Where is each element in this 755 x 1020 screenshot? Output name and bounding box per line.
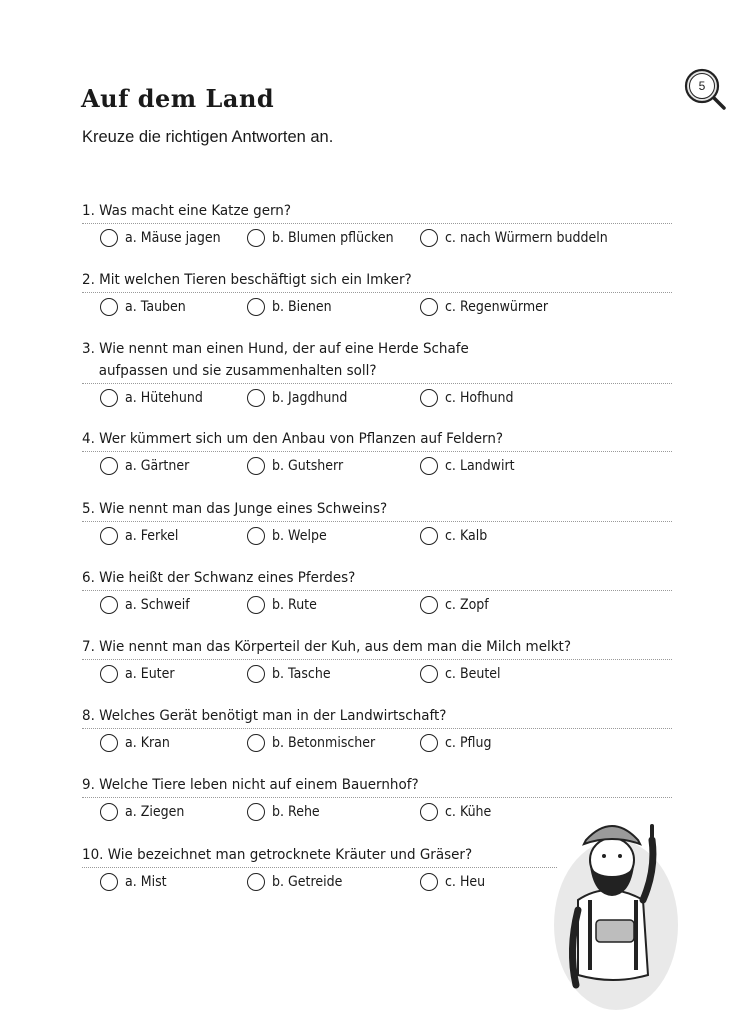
option-b[interactable] xyxy=(247,662,337,686)
option-label: a. Ferkel xyxy=(125,527,179,544)
radio-button[interactable] xyxy=(420,298,438,316)
option-b[interactable] xyxy=(247,454,351,478)
option-c[interactable] xyxy=(420,870,490,894)
dotted-divider xyxy=(82,451,672,452)
option-label: c. Zopf xyxy=(445,596,489,613)
radio-button[interactable] xyxy=(247,229,265,247)
radio-button[interactable] xyxy=(420,229,438,247)
option-b[interactable] xyxy=(247,800,325,824)
question-3 xyxy=(82,338,672,428)
option-c[interactable] xyxy=(420,226,626,250)
question-number: 2. xyxy=(82,272,95,289)
option-a[interactable] xyxy=(100,524,184,548)
question-text: Wer kümmert sich um den Anbau von Pflanzen auf Feldern? xyxy=(99,431,504,448)
option-c[interactable] xyxy=(420,524,492,548)
question-text: Wie nennt man das Körperteil der Kuh, aus dem man die Milch melkt? xyxy=(99,638,572,655)
page-title: Auf dem Land xyxy=(81,84,275,113)
option-b[interactable] xyxy=(247,295,338,319)
radio-button[interactable] xyxy=(100,665,118,683)
radio-button[interactable] xyxy=(100,596,118,614)
radio-button[interactable] xyxy=(247,873,265,891)
question-5 xyxy=(82,498,672,567)
option-c[interactable] xyxy=(420,386,521,410)
radio-button[interactable] xyxy=(420,389,438,407)
option-a[interactable] xyxy=(100,386,212,410)
instruction-text: Kreuze die richtigen Antworten an. xyxy=(82,128,334,146)
option-label: c. Kühe xyxy=(445,804,492,821)
option-label: a. Hütehund xyxy=(125,390,203,407)
radio-button[interactable] xyxy=(100,803,118,821)
option-a[interactable] xyxy=(100,454,196,478)
question-number: 10. xyxy=(82,846,104,863)
question-number: 3. xyxy=(82,341,95,358)
question-number: 5. xyxy=(82,500,95,517)
option-label: b. Tasche xyxy=(272,665,331,682)
option-label: c. Landwirt xyxy=(445,458,515,475)
option-label: c. Beutel xyxy=(445,665,501,682)
option-c[interactable] xyxy=(420,800,496,824)
option-label: a. Ziegen xyxy=(125,804,185,821)
question-number: 7. xyxy=(82,638,95,655)
option-label: b. Rute xyxy=(272,596,317,613)
dotted-divider xyxy=(82,797,672,798)
option-c[interactable] xyxy=(420,295,560,319)
question-text: Wie nennt man das Junge eines Schweins? xyxy=(99,500,388,517)
option-label: a. Mist xyxy=(125,873,167,890)
dotted-divider xyxy=(82,292,672,293)
answer-options xyxy=(82,662,672,688)
option-a[interactable] xyxy=(100,662,180,686)
option-label: a. Gärtner xyxy=(125,458,190,475)
dotted-divider xyxy=(82,867,557,868)
page-number: 5 xyxy=(698,79,706,93)
page-number-badge xyxy=(684,68,720,104)
radio-button[interactable] xyxy=(247,527,265,545)
radio-button[interactable] xyxy=(420,803,438,821)
option-label: b. Welpe xyxy=(272,527,327,544)
option-label: c. Pflug xyxy=(445,735,492,752)
answer-options xyxy=(82,593,672,619)
dotted-divider xyxy=(82,659,672,660)
option-c[interactable] xyxy=(420,662,507,686)
radio-button[interactable] xyxy=(420,665,438,683)
option-label: b. Gutsherr xyxy=(272,458,344,475)
option-a[interactable] xyxy=(100,870,171,894)
option-b[interactable] xyxy=(247,731,387,755)
question-text: Wie heißt der Schwanz eines Pferdes? xyxy=(99,569,356,586)
option-b[interactable] xyxy=(247,593,322,617)
option-a[interactable] xyxy=(100,226,231,250)
option-b[interactable] xyxy=(247,524,333,548)
dotted-divider xyxy=(82,383,672,384)
answer-options xyxy=(82,454,672,480)
question-number: 6. xyxy=(82,569,95,586)
radio-button[interactable] xyxy=(100,734,118,752)
dotted-divider xyxy=(82,590,672,591)
option-label: a. Euter xyxy=(125,665,175,682)
radio-button[interactable] xyxy=(100,229,118,247)
question-number: 4. xyxy=(82,431,95,448)
question-text: Welches Gerät benötigt man in der Landwirtschaft? xyxy=(99,708,447,725)
option-c[interactable] xyxy=(420,593,494,617)
question-2 xyxy=(82,269,672,338)
option-a[interactable] xyxy=(100,593,197,617)
question-text: Wie bezeichnet man getrocknete Kräuter und Gräser? xyxy=(107,846,473,863)
dotted-divider xyxy=(82,223,672,224)
question-text: Welche Tiere leben nicht auf einem Bauernhof? xyxy=(99,777,419,794)
radio-button[interactable] xyxy=(420,734,438,752)
option-label: b. Rehe xyxy=(272,804,320,821)
radio-button[interactable] xyxy=(247,596,265,614)
option-b[interactable] xyxy=(247,226,407,250)
option-label: b. Bienen xyxy=(272,299,332,316)
answer-options xyxy=(82,386,672,412)
option-label: c. Regenwürmer xyxy=(445,299,549,316)
radio-button[interactable] xyxy=(247,803,265,821)
radio-button[interactable] xyxy=(420,457,438,475)
question-1 xyxy=(82,200,672,269)
farmer-illustration xyxy=(548,800,678,1010)
radio-button[interactable] xyxy=(247,665,265,683)
option-label: a. Mäuse jagen xyxy=(125,230,221,246)
radio-button[interactable] xyxy=(420,527,438,545)
radio-button[interactable] xyxy=(100,873,118,891)
radio-button[interactable] xyxy=(100,457,118,475)
option-a[interactable] xyxy=(100,731,175,755)
dotted-divider xyxy=(82,521,672,522)
question-4 xyxy=(82,428,672,497)
question-number: 1. xyxy=(82,203,95,219)
option-label: c. Hofhund xyxy=(445,390,514,407)
option-b[interactable] xyxy=(247,870,350,894)
answer-options xyxy=(82,226,672,252)
option-label: b. Betonmischer xyxy=(272,735,376,752)
question-7 xyxy=(82,636,672,705)
radio-button[interactable] xyxy=(100,389,118,407)
radio-button[interactable] xyxy=(420,596,438,614)
option-c[interactable] xyxy=(420,731,497,755)
radio-button[interactable] xyxy=(247,298,265,316)
option-label: c. Heu xyxy=(445,873,486,890)
option-label: a. Schweif xyxy=(125,596,190,613)
question-8 xyxy=(82,705,672,774)
radio-button[interactable] xyxy=(247,389,265,407)
question-number: 8. xyxy=(82,708,95,725)
option-label: b. Jagdhund xyxy=(272,390,348,407)
question-text: Wie nennt man einen Hund, der auf eine Herde Schafe xyxy=(99,341,469,358)
question-number: 9. xyxy=(82,777,95,794)
option-label: c. Kalb xyxy=(445,527,488,544)
option-a[interactable] xyxy=(100,295,193,319)
radio-button[interactable] xyxy=(100,298,118,316)
option-label: b. Getreide xyxy=(272,873,343,890)
radio-button[interactable] xyxy=(100,527,118,545)
question-text: Mit welchen Tieren beschäftigt sich ein Imker? xyxy=(99,272,412,289)
option-label: c. nach Würmern buddeln xyxy=(445,230,608,246)
question-text-continued: aufpassen und sie zusammenhalten soll? xyxy=(98,363,377,380)
question-text: Was macht eine Katze gern? xyxy=(99,203,292,219)
option-a[interactable] xyxy=(100,800,191,824)
dotted-divider xyxy=(82,728,672,729)
answer-options xyxy=(82,524,672,550)
option-label: a. Kran xyxy=(125,735,170,752)
option-label: a. Tauben xyxy=(125,299,186,316)
radio-button[interactable] xyxy=(247,457,265,475)
option-label: b. Blumen pflücken xyxy=(272,230,394,246)
answer-options xyxy=(82,295,672,321)
radio-button[interactable] xyxy=(420,873,438,891)
radio-button[interactable] xyxy=(247,734,265,752)
question-6 xyxy=(82,567,672,636)
option-b[interactable] xyxy=(247,386,356,410)
answer-options xyxy=(82,731,672,757)
option-c[interactable] xyxy=(420,454,522,478)
